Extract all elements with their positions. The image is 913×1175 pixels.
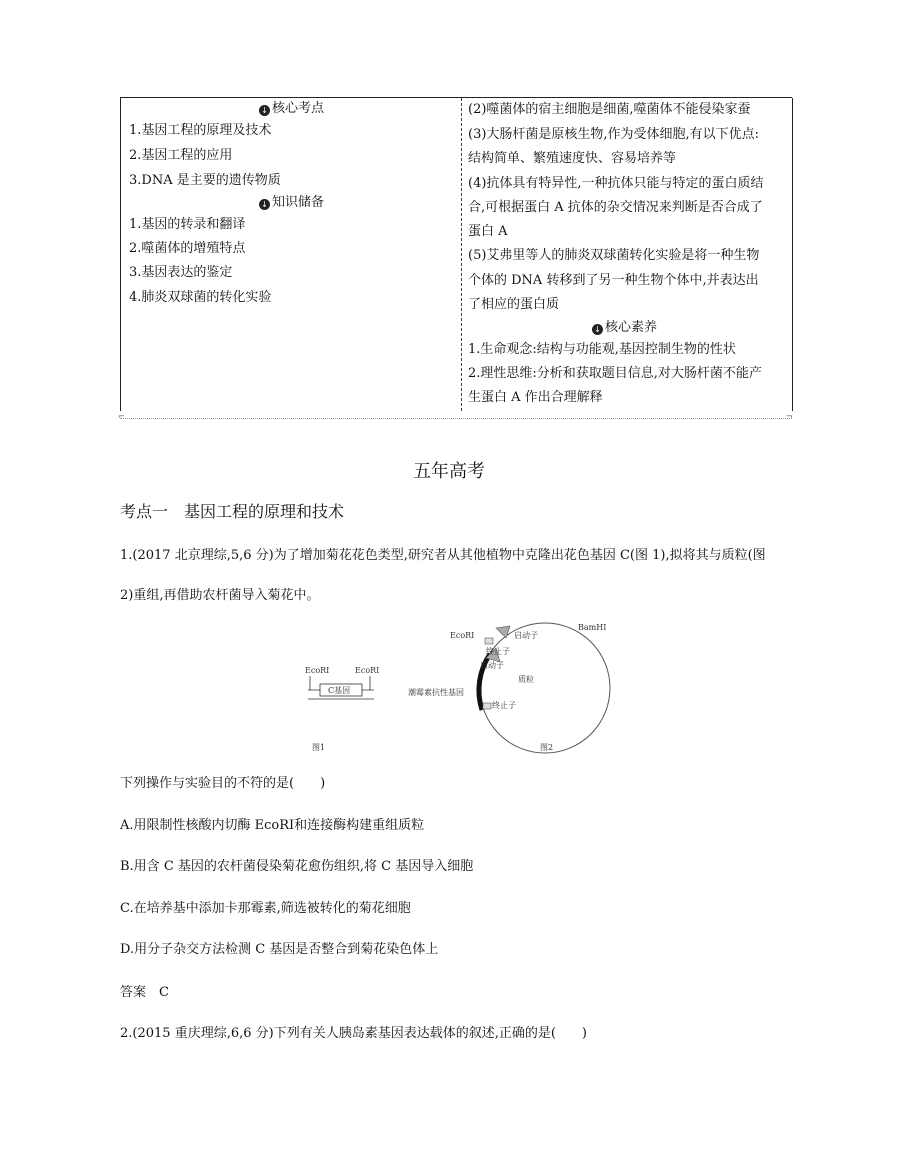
corner-mark-left: ⌐ — [118, 412, 125, 421]
table-bottom-divider — [120, 418, 792, 419]
bamh1-label: BamHⅠ — [578, 623, 607, 632]
down-arrow-icon: ↓ — [259, 199, 270, 210]
question-1-prompt: 下列操作与实验目的不符的是( ) — [120, 776, 326, 791]
option-a: A.用限制性核酸内切酶 EcoRⅠ和连接酶构建重组质粒 — [120, 818, 425, 833]
point-title: 考点一 基因工程的原理和技术 — [120, 502, 345, 521]
gene-c-label: C基因 — [328, 686, 351, 695]
terminator-box — [483, 703, 491, 709]
analysis-line: 个体的 DNA 转移到了另一种生物个体中,并表达出 — [468, 273, 759, 288]
terminator-label: 终止子 — [492, 701, 516, 710]
analysis-line: (2)噬菌体的宿主细胞是细菌,噬菌体不能侵染家蚕 — [468, 102, 751, 117]
answer: 答案 C — [120, 985, 169, 1000]
corner-mark-right: ¬ — [786, 412, 793, 421]
question-1-text: 1.(2017 北京理综,5,6 分)为了增加菊花花色类型,研究者从其他植物中克隆出花色基因 C(图 1),拟将其与质粒(图 — [120, 548, 766, 563]
list-item: 生蛋白 A 作出合理解释 — [468, 390, 603, 405]
question-1-text-cont: 2)重组,再借助农杆菌导入菊花中。 — [120, 588, 320, 603]
analysis-line: (4)抗体具有特异性,一种抗体只能与特定的蛋白质结 — [468, 176, 764, 191]
list-item: 2.噬菌体的增殖特点 — [129, 241, 246, 256]
list-item: 1.生命观念:结构与功能观,基因控制生物的性状 — [468, 342, 736, 357]
analysis-line: (3)大肠杆菌是原核生物,作为受体细胞,有以下优点: — [468, 127, 760, 142]
plasmid-figure — [300, 618, 660, 758]
plasmid-ecor1-label: EcoRⅠ — [450, 631, 475, 640]
core-literacy-header: ↓ 核心素养 — [592, 319, 657, 337]
down-arrow-icon: ↓ — [259, 105, 270, 116]
plasmid-circle — [480, 623, 610, 753]
list-item: 2.基因工程的应用 — [129, 148, 233, 163]
option-b: B.用含 C 基因的农杆菌侵染菊花愈伤组织,将 C 基因导入细胞 — [120, 859, 474, 874]
core-points-header: ↓ 核心考点 — [259, 100, 324, 118]
option-c: C.在培养基中添加卡那霉素,筛选被转化的菊花细胞 — [120, 901, 411, 916]
analysis-line: 了相应的蛋白质 — [468, 297, 560, 312]
list-item: 2.理性思维:分析和获取题目信息,对大肠杆菌不能产 — [468, 366, 762, 381]
question-2-text: 2.(2015 重庆理综,6,6 分)下列有关人胰岛素基因表达载体的叙述,正确的是( ) — [120, 1026, 587, 1041]
list-item: 3.DNA 是主要的遗传物质 — [129, 173, 281, 188]
down-arrow-icon: ↓ — [592, 324, 603, 335]
analysis-line: (5)艾弗里等人的肺炎双球菌转化实验是将一种生物 — [468, 248, 760, 263]
section-title: 五年高考 — [413, 461, 485, 482]
knowledge-header: ↓ 知识储备 — [259, 194, 324, 212]
promoter-label: 启动子 — [514, 631, 538, 640]
figure-2 — [408, 623, 610, 753]
list-item: 4.肺炎双球菌的转化实验 — [129, 290, 272, 305]
ecor1-label: EcoRⅠ — [355, 666, 380, 675]
analysis-line: 蛋白 A — [468, 224, 508, 239]
promoter-label: 启动子 — [480, 661, 504, 670]
list-item: 1.基因工程的原理及技术 — [129, 123, 272, 138]
table-right-column — [461, 98, 793, 411]
fig1-caption: 图1 — [312, 743, 326, 752]
analysis-line: 结构简单、繁殖速度快、容易培养等 — [468, 151, 677, 166]
ecor1-label: EcoRⅠ — [305, 666, 330, 675]
option-d: D.用分子杂交方法检测 C 基因是否整合到菊花染色体上 — [120, 942, 439, 957]
terminator-label: 终止子 — [486, 647, 510, 656]
list-item: 3.基因表达的鉴定 — [129, 265, 233, 280]
promoter-arrow-icon — [496, 626, 510, 638]
fig2-caption: 图2 — [540, 743, 554, 752]
plasmid-label: 质粒 — [518, 675, 534, 684]
analysis-line: 合,可根据蛋白 A 抗体的杂交情况来判断是否合成了 — [468, 200, 763, 215]
terminator-box — [485, 638, 493, 644]
resistance-gene-label: 潮霉素抗性基因 — [408, 688, 464, 697]
summary-table — [120, 97, 792, 411]
table-left-column — [120, 98, 462, 411]
list-item: 1.基因的转录和翻译 — [129, 217, 246, 232]
figure-1 — [305, 666, 379, 752]
